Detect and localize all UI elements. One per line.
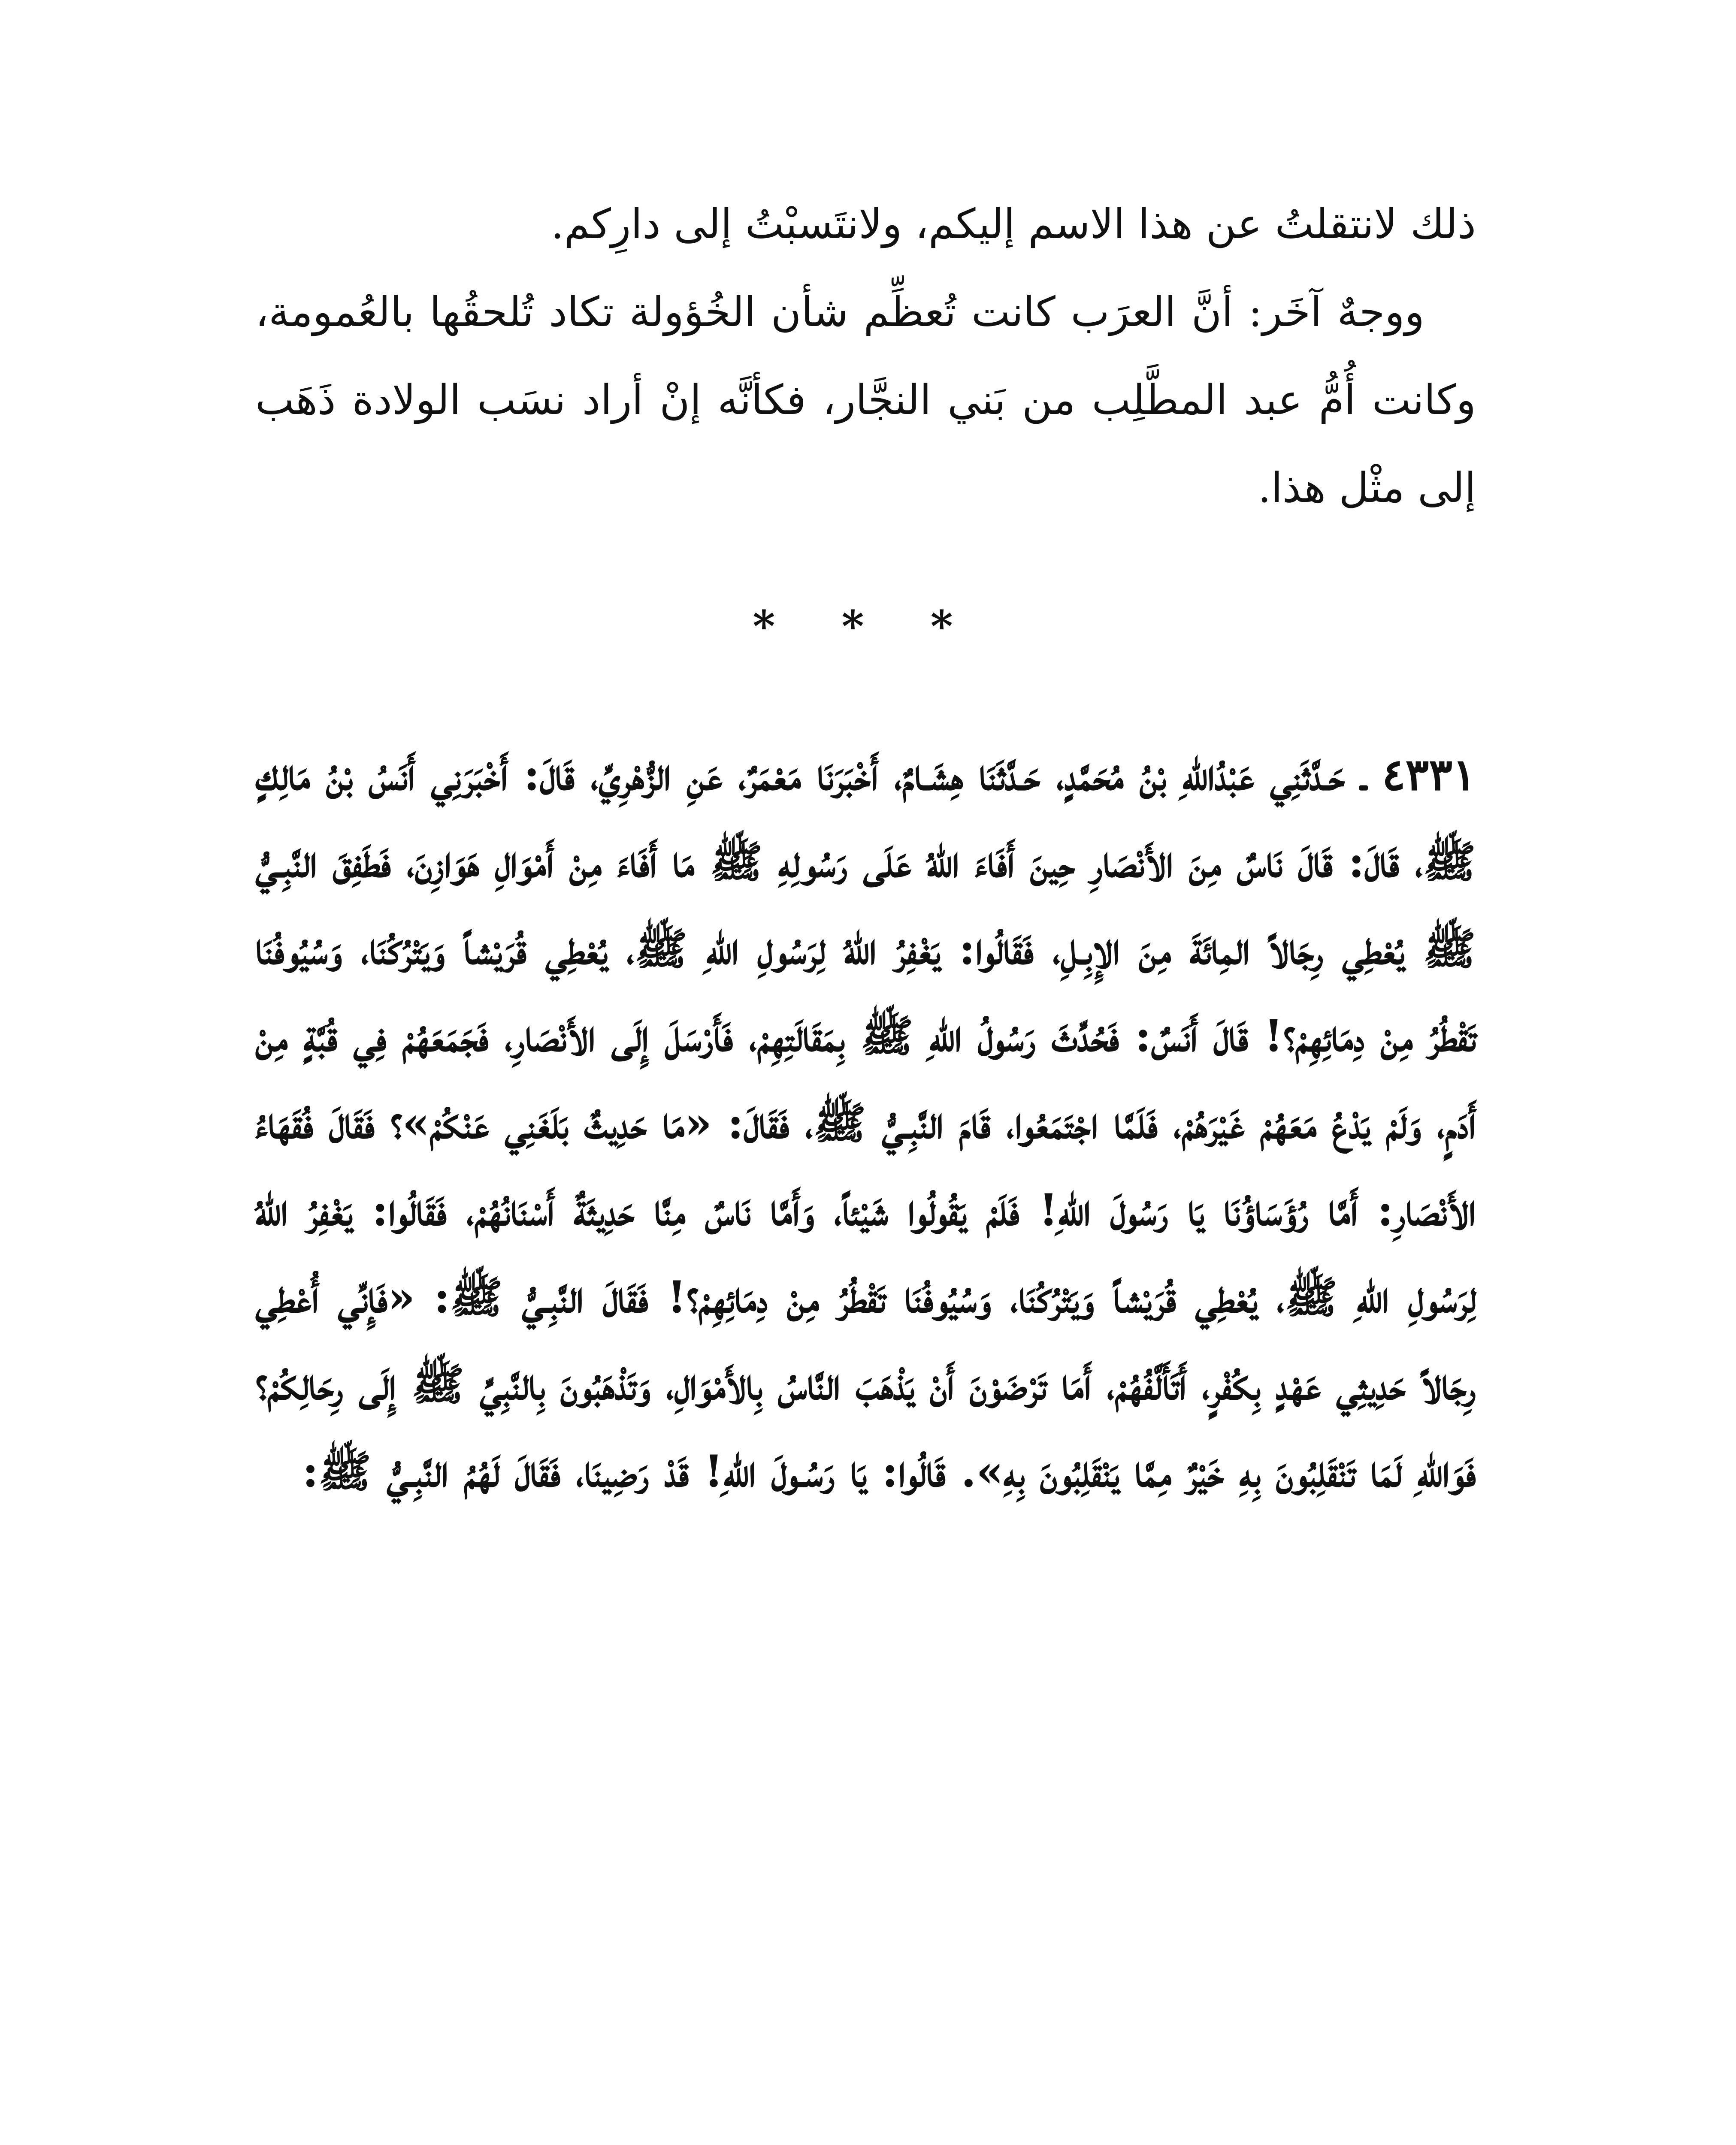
section-separator: * * *	[753, 601, 979, 652]
commentary-paragraph-1: ذلك لانتقلتُ عن هذا الاسم إليكم، ولانتَسبْتُ إلى دارِكم.	[550, 200, 1476, 248]
commentary-paragraph-2: ووجهٌ آخَر: أنَّ العرَب كانت تُعظِّم شأن الخُؤولة تكاد تُلحقُها بالعُمومة، وكانت أُمُّ عبد المطَّلِب من بَني النجَّار، فكأنَّه إنْ أراد نسَب الولادة ذَهَب إلى مثْل هذا.	[255, 288, 1476, 512]
hadith-paragraph	[255, 731, 1476, 1515]
hadith-text: ـ حَـدَّثَنِي عَبْدُاللهِ بْنُ مُحَمَّدٍ، حَـدَّثَنَا هِشَـامٌ، أَخْبَرَنَا مَعْمَرٌ، عَنِ الزُّهْرِيِّ، قَالَ: أَخْبَرَنِي أَنَسُ بْنُ مَالِكٍ ﷺ، قَالَ: قَالَ نَاسٌ مِنَ الأَنْصَارِ حِينَ أَفَاءَ اللهُ عَلَى رَسُولِهِ ﷺ مَا أَفَاءَ مِنْ أَمْوَالِ هَوَازِنَ، فَطَفِقَ النَّبِـيُّ ﷺ يُعْطِي رِجَالاً المِائَةَ مِنَ الإِبِـلِ، فَقَالُوا: يَغْفِرُ اللهُ لِرَسُولِ اللهِ ﷺ، يُعْطِي قُرَيْشاً وَيَتْرُكُنَا، وَسُيُوفُنَا تَقْطُرُ مِنْ دِمَائِهِمْ؟! قَالَ أَنَسٌ: فَحُدِّثَ رَسُولُ اللهِ ﷺ بِمَقَالَتِهِمْ، فَأَرْسَلَ إِلَى الأَنْصَارِ، فَجَمَعَهُمْ فِي قُبَّةٍ مِنْ أَدَمٍ، وَلَمْ يَدْعُ مَعَهُمْ غَيْرَهُمْ، فَلَمَّا اجْتَمَعُوا، قَامَ النَّبِـيُّ ﷺ، فَقَالَ: «مَا حَدِيثٌ بَلَغَنِي عَنْكُمْ»؟ فَقَالَ فُقَهَاءُ الأَنْصَارِ: أَمَّا رُؤَسَاؤُنَا يَا رَسُولَ اللهِ! فَلَمْ يَقُولُوا شَيْئاً، وَأَمَّا نَاسٌ مِنَّا حَدِيثَةٌ أَسْنَانُهُمْ، فَقَالُوا: يَغْفِرُ اللهُ لِرَسُولِ اللهِ ﷺ، يُعْطِي قُرَيْشاً وَيَتْرُكُنَا، وَسُيُوفُنَا تَقْطُرُ مِنْ دِمَائِهِمْ؟! فَقَالَ النَّبِـيُّ ﷺ: «فَإِنِّي أُعْطِي رِجَالاً حَدِيثِي عَهْدٍ بِكُفْرٍ، أَتَأَلَّفُهُمْ، أَمَا تَرْضَوْنَ أَنْ يَذْهَبَ النَّاسُ بِالأَمْوَالِ، وَتَذْهَبُونَ بِالنَّبِيِّ ﷺ إِلَى رِحَالِكُمْ؟ فَوَاللهِ لَمَا تَنْقَلِبُونَ بِهِ خَيْرٌ مِمَّا يَنْقَلِبُونَ بِهِ». قَالُوا: يَا رَسُـولَ اللهِ! قَدْ رَضِينَا، فَقَالَ لَهُمُ النَّبِـيُّ ﷺ:	[255, 749, 1476, 1497]
hadith-number: ٤٣٣١	[1382, 749, 1476, 801]
page-content	[255, 180, 1476, 1515]
commentary-section	[255, 180, 1476, 532]
hadith-section	[255, 731, 1476, 1515]
